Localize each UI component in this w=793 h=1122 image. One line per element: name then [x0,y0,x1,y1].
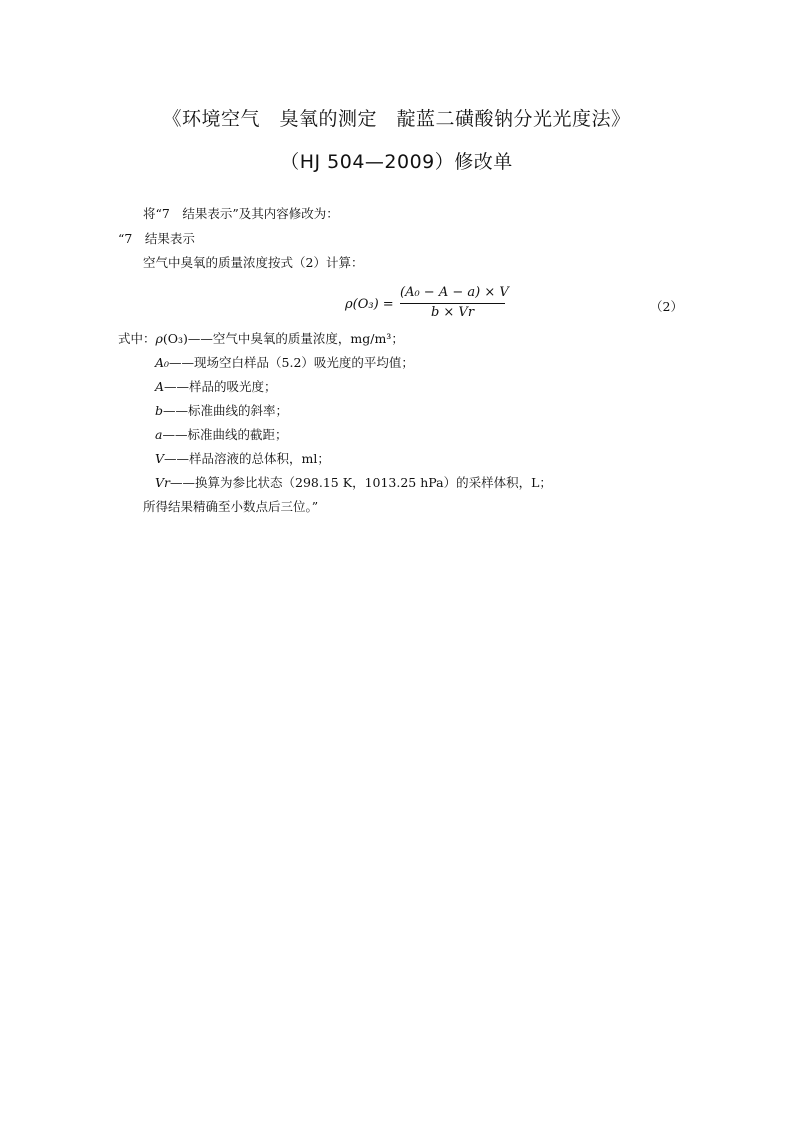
calc-instruction: 空气中臭氧的质量浓度按式（2）计算： [143,255,364,270]
definition-vr [155,475,552,491]
a-definition: ——样品的吸光度； [164,379,277,394]
b-definition: ——标准曲线的斜率； [163,403,289,418]
definitions-prefix: 式中： [118,331,156,346]
a-symbol: A [155,379,165,394]
a0-symbol: A₀ [155,355,170,370]
a-lower-symbol: a [155,427,163,442]
a0-definition: ——现场空白样品（5.2）吸光度的平均值； [169,355,414,370]
rho-definition: (O₃)——空气中臭氧的质量浓度，mg/m³； [162,331,404,346]
a-lower-definition: ——标准曲线的截距； [162,427,288,442]
definition-a0 [155,355,414,371]
v-definition: ——样品溶液的总体积，ml； [164,451,330,466]
section-heading: “7 结果表示 [118,231,195,246]
formula-fraction [400,285,509,322]
intro-text: 将“7 结果表示”及其内容修改为： [143,206,339,221]
formula-numerator: (A₀ − A − a) × V [400,285,509,300]
vr-symbol: Vr [155,475,171,490]
definition-v [155,451,330,467]
equation-number: （2） [650,299,683,314]
closing-text: 所得结果精确至小数点后三位。” [143,499,319,514]
definition-b [155,403,288,419]
formula-lhs: ρ(O₃) = [345,297,394,312]
document-subtitle: （HJ 504—2009）修改单 [280,151,513,173]
definition-a [155,379,277,395]
rho-symbol: ρ [155,331,163,346]
definition-a-lower [155,427,287,443]
b-symbol: b [155,403,164,418]
document-title: 《环境空气 臭氧的测定 靛蓝二磺酸钠分光光度法》 [162,108,631,130]
formula-denominator: b × Vr [430,305,475,320]
v-symbol: V [155,451,165,466]
definition-rho [118,331,404,347]
vr-definition: ——换算为参比状态（298.15 K，1013.25 hPa）的采样体积，L； [170,475,552,490]
fraction-bar [400,303,505,304]
